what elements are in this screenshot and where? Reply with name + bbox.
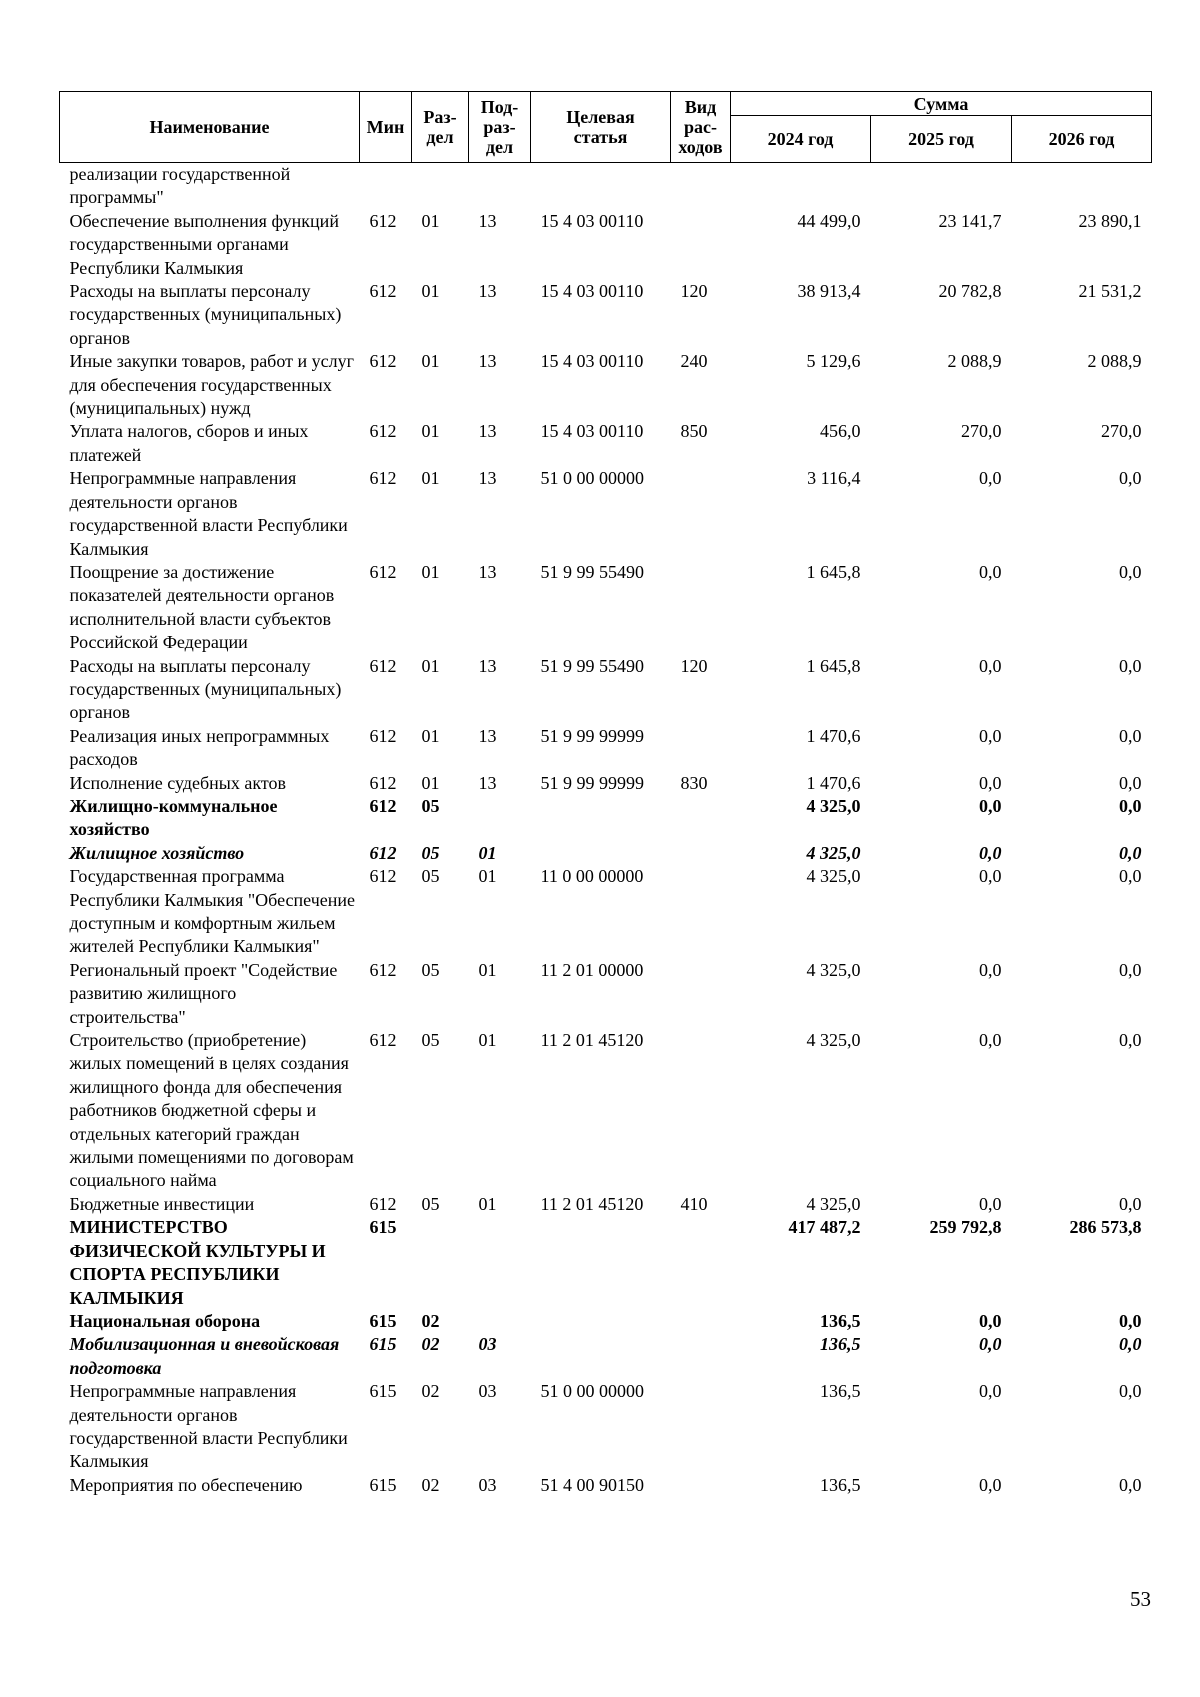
table-header	[60, 92, 1152, 163]
cell-min: 612	[369, 959, 397, 980]
cell-celevaya-statya	[531, 1216, 671, 1310]
cell-2026: 0,0	[1119, 842, 1142, 863]
cell-vid-rashodov	[671, 1380, 731, 1474]
table-row	[60, 561, 1152, 655]
cell-vid-rashodov	[671, 210, 731, 280]
cell-min: 612	[369, 842, 397, 863]
cell-vid-rashodov	[671, 467, 731, 561]
cell-min: 612	[369, 655, 397, 676]
cell-razdel: 05	[421, 1193, 440, 1214]
cell-2024: 1 645,8	[806, 655, 861, 676]
cell-2025	[871, 163, 1012, 210]
table-row	[60, 1216, 1152, 1310]
header-summa: Сумма	[731, 92, 1152, 116]
cell-2025: 0,0	[979, 842, 1002, 863]
cell-2026: 21 531,2	[1078, 281, 1142, 302]
cell-name: МИНИСТЕРСТВО ФИЗИЧЕСКОЙ КУЛЬТУРЫ И СПОРТА РЕСПУБЛИКИ КАЛМЫКИЯ	[69, 1217, 326, 1308]
cell-2024: 136,5	[820, 1310, 861, 1331]
cell-2024: 136,5	[820, 1474, 861, 1495]
cell-vid-rashodov	[671, 959, 731, 1029]
cell-podrazdel: 01	[478, 959, 497, 980]
cell-min: 612	[369, 351, 397, 372]
table-row	[60, 1029, 1152, 1193]
cell-celevaya-statya: 11 2 01 45120	[540, 1193, 644, 1214]
cell-2025: 259 792,8	[929, 1217, 1002, 1238]
cell-2025: 2 088,9	[947, 351, 1002, 372]
cell-razdel: 05	[421, 842, 440, 863]
cell-2025: 23 141,7	[938, 210, 1002, 231]
cell-razdel: 05	[421, 959, 440, 980]
table-row	[60, 467, 1152, 561]
cell-2026: 0,0	[1119, 725, 1142, 746]
cell-2026: 0,0	[1119, 959, 1142, 980]
cell-name: Непрограммные направления деятельности органов государственной власти Республики Калмыкия	[69, 468, 348, 559]
cell-2024: 1 645,8	[806, 561, 861, 582]
header-podrazdel: Под- раз- дел	[469, 92, 531, 163]
cell-min: 612	[369, 1193, 397, 1214]
cell-name: Национальная оборона	[69, 1310, 261, 1331]
table-row	[60, 163, 1152, 210]
cell-min: 612	[369, 468, 397, 489]
table-row	[60, 772, 1152, 795]
cell-celevaya-statya: 51 9 99 99999	[540, 772, 644, 793]
cell-2025: 0,0	[979, 655, 1002, 676]
cell-min: 612	[369, 795, 397, 816]
cell-razdel: 05	[421, 1030, 440, 1051]
cell-celevaya-statya: 51 9 99 55490	[540, 561, 644, 582]
cell-razdel: 02	[421, 1310, 440, 1331]
cell-min: 615	[369, 1217, 397, 1238]
cell-2024: 4 325,0	[806, 1030, 861, 1051]
cell-name: Расходы на выплаты персоналу государственных (муниципальных) органов	[69, 281, 342, 348]
cell-2024: 4 325,0	[806, 866, 861, 887]
cell-razdel: 01	[421, 772, 440, 793]
table-row	[60, 420, 1152, 467]
cell-min: 615	[369, 1381, 397, 1402]
cell-podrazdel: 01	[478, 842, 497, 863]
cell-2024: 3 116,4	[807, 468, 861, 489]
cell-2026: 0,0	[1119, 1381, 1142, 1402]
cell-podrazdel: 01	[478, 866, 497, 887]
cell-2025: 270,0	[961, 421, 1002, 442]
cell-vid-rashodov	[671, 1310, 731, 1333]
cell-vid-rashodov: 120	[680, 281, 708, 302]
cell-celevaya-statya: 11 2 01 45120	[540, 1030, 644, 1051]
cell-2024: 1 470,6	[806, 725, 861, 746]
cell-vid-rashodov	[671, 865, 731, 959]
cell-celevaya-statya	[531, 842, 671, 865]
cell-2025: 0,0	[979, 1474, 1002, 1495]
cell-name: реализации государственной программы"	[69, 164, 291, 208]
cell-min: 612	[369, 1030, 397, 1051]
table-row	[60, 842, 1152, 865]
cell-2026: 0,0	[1119, 866, 1142, 887]
cell-2025: 0,0	[979, 772, 1002, 793]
cell-vid-rashodov	[671, 795, 731, 842]
cell-celevaya-statya: 11 2 01 00000	[540, 959, 644, 980]
cell-razdel: 01	[421, 468, 440, 489]
table-row	[60, 280, 1152, 350]
table-row	[60, 1333, 1152, 1380]
table-row	[60, 1310, 1152, 1333]
cell-2025: 0,0	[979, 1310, 1002, 1331]
cell-celevaya-statya: 15 4 03 00110	[540, 351, 644, 372]
cell-celevaya-statya: 51 9 99 99999	[540, 725, 644, 746]
cell-razdel: 01	[421, 281, 440, 302]
cell-razdel: 02	[421, 1474, 440, 1495]
cell-2024: 44 499,0	[797, 210, 861, 231]
cell-2024: 4 325,0	[806, 1193, 861, 1214]
cell-2025: 0,0	[979, 561, 1002, 582]
cell-vid-rashodov	[671, 1216, 731, 1310]
cell-min: 612	[369, 772, 397, 793]
cell-podrazdel	[469, 1216, 531, 1310]
header-celevaya-statya: Целевая статья	[531, 92, 671, 163]
cell-min: 612	[369, 210, 397, 231]
cell-razdel: 05	[421, 795, 440, 816]
cell-min: 615	[369, 1474, 397, 1495]
cell-2025: 0,0	[979, 1193, 1002, 1214]
cell-min: 615	[369, 1310, 397, 1331]
header-vid-rashodov: Вид рас- ходов	[671, 92, 731, 163]
cell-name: Уплата налогов, сборов и иных платежей	[69, 421, 309, 465]
cell-podrazdel: 13	[478, 561, 497, 582]
cell-min: 612	[369, 281, 397, 302]
cell-2026: 0,0	[1119, 1193, 1142, 1214]
document-page	[59, 91, 1151, 1497]
cell-celevaya-statya: 15 4 03 00110	[540, 210, 644, 231]
cell-razdel: 01	[421, 561, 440, 582]
table-row	[60, 865, 1152, 959]
cell-min: 612	[369, 561, 397, 582]
cell-name: Жилищно-коммунальное хозяйство	[69, 795, 278, 840]
cell-2024: 456,0	[820, 421, 861, 442]
cell-razdel: 02	[421, 1334, 440, 1355]
table-row	[60, 1474, 1152, 1497]
cell-2025: 0,0	[979, 795, 1002, 816]
cell-2026: 0,0	[1119, 772, 1142, 793]
cell-podrazdel: 13	[478, 772, 497, 793]
cell-podrazdel: 13	[478, 351, 497, 372]
cell-2024: 136,5	[820, 1334, 861, 1355]
cell-razdel	[412, 163, 469, 210]
cell-2025: 0,0	[979, 866, 1002, 887]
cell-podrazdel	[469, 163, 531, 210]
cell-2026: 0,0	[1119, 1474, 1142, 1495]
cell-podrazdel: 13	[478, 655, 497, 676]
cell-name: Поощрение за достижение показателей деятельности органов исполнительной власти субъектов Российской Федерации	[69, 561, 335, 653]
cell-2024: 4 325,0	[806, 959, 861, 980]
cell-2026: 0,0	[1119, 468, 1142, 489]
cell-celevaya-statya	[531, 795, 671, 842]
cell-celevaya-statya	[531, 163, 671, 210]
cell-podrazdel: 13	[478, 210, 497, 231]
cell-razdel: 05	[421, 866, 440, 887]
cell-celevaya-statya	[531, 1310, 671, 1333]
cell-vid-rashodov: 120	[680, 655, 708, 676]
cell-razdel	[412, 1216, 469, 1310]
cell-razdel: 01	[421, 421, 440, 442]
cell-2026: 286 573,8	[1069, 1217, 1142, 1238]
cell-name: Мобилизационная и вневойсковая подготовка	[69, 1334, 340, 1378]
cell-2024: 4 325,0	[806, 842, 861, 863]
cell-podrazdel	[469, 1310, 531, 1333]
header-min: Мин	[360, 92, 412, 163]
cell-min: 612	[369, 725, 397, 746]
cell-2026: 23 890,1	[1078, 210, 1142, 231]
cell-2025: 0,0	[979, 959, 1002, 980]
cell-podrazdel: 03	[478, 1381, 497, 1402]
cell-celevaya-statya: 51 0 00 00000	[540, 1381, 644, 1402]
cell-podrazdel: 13	[478, 281, 497, 302]
cell-2026: 0,0	[1119, 561, 1142, 582]
cell-name: Региональный проект "Содействие развитию жилищного строительства"	[69, 959, 338, 1027]
table-row	[60, 725, 1152, 772]
cell-name: Обеспечение выполнения функций государственными органами Республики Калмыкия	[69, 210, 339, 278]
table-row	[60, 959, 1152, 1029]
cell-celevaya-statya: 51 4 00 90150	[540, 1474, 644, 1495]
cell-celevaya-statya: 15 4 03 00110	[540, 421, 644, 442]
cell-2024: 5 129,6	[806, 351, 861, 372]
cell-name: Мероприятия по обеспечению	[69, 1474, 303, 1495]
cell-celevaya-statya: 51 9 99 55490	[540, 655, 644, 676]
cell-2026: 0,0	[1119, 655, 1142, 676]
cell-2026: 0,0	[1119, 795, 1142, 816]
header-year-2024: 2024 год	[731, 116, 871, 163]
table-row	[60, 350, 1152, 420]
cell-2024: 417 487,2	[788, 1217, 861, 1238]
cell-2026: 270,0	[1101, 421, 1142, 442]
cell-podrazdel: 13	[478, 421, 497, 442]
cell-2024: 38 913,4	[797, 281, 861, 302]
cell-name: Строительство (приобретение) жилых помещений в целях создания жилищного фонда для обеспечения работников бюджетной сферы и отдельных категорий граждан жилыми помещениями по договорам социального найма	[69, 1030, 354, 1191]
cell-2025: 20 782,8	[938, 281, 1002, 302]
cell-min: 615	[369, 1334, 397, 1355]
header-razdel: Раз- дел	[412, 92, 469, 163]
cell-min: 612	[369, 421, 397, 442]
cell-vid-rashodov	[671, 725, 731, 772]
cell-name: Иные закупки товаров, работ и услуг для обеспечения государственных (муниципальных) нужд	[69, 351, 354, 419]
cell-2024: 4 325,0	[806, 795, 861, 816]
cell-name: Жилищное хозяйство	[69, 842, 245, 863]
table-row	[60, 1380, 1152, 1474]
cell-min: 612	[369, 866, 397, 887]
cell-podrazdel: 03	[478, 1474, 497, 1495]
cell-2025: 0,0	[979, 1381, 1002, 1402]
header-name: Наименование	[60, 92, 360, 163]
cell-razdel: 02	[421, 1381, 440, 1402]
header-year-2025: 2025 год	[871, 116, 1012, 163]
cell-podrazdel: 13	[478, 468, 497, 489]
cell-podrazdel: 03	[478, 1334, 497, 1355]
cell-podrazdel: 13	[478, 725, 497, 746]
cell-2026: 0,0	[1119, 1334, 1142, 1355]
cell-razdel: 01	[421, 655, 440, 676]
cell-2024: 136,5	[820, 1381, 861, 1402]
table-row	[60, 210, 1152, 280]
cell-vid-rashodov	[671, 561, 731, 655]
cell-podrazdel: 01	[478, 1030, 497, 1051]
cell-vid-rashodov	[671, 1029, 731, 1193]
cell-celevaya-statya: 11 0 00 00000	[540, 866, 644, 887]
cell-celevaya-statya	[531, 1333, 671, 1380]
cell-2026: 0,0	[1119, 1030, 1142, 1051]
cell-razdel: 01	[421, 210, 440, 231]
cell-razdel: 01	[421, 725, 440, 746]
table-row	[60, 1193, 1152, 1216]
cell-vid-rashodov: 410	[680, 1193, 708, 1214]
table-row	[60, 655, 1152, 725]
cell-vid-rashodov: 830	[680, 772, 708, 793]
cell-name: Расходы на выплаты персоналу государственных (муниципальных) органов	[69, 655, 342, 723]
cell-podrazdel	[469, 795, 531, 842]
cell-vid-rashodov: 240	[680, 351, 708, 372]
header-year-2026: 2026 год	[1012, 116, 1152, 163]
page-number: 53	[1130, 1587, 1151, 1611]
table-body	[60, 163, 1152, 1498]
cell-2025: 0,0	[979, 468, 1002, 489]
cell-celevaya-statya: 51 0 00 00000	[540, 468, 644, 489]
cell-vid-rashodov: 850	[680, 421, 708, 442]
budget-table	[59, 91, 1152, 1497]
cell-2026: 2 088,9	[1087, 351, 1142, 372]
cell-name: Непрограммные направления деятельности органов государственной власти Республики Калмыкия	[69, 1381, 348, 1472]
table-row	[60, 795, 1152, 842]
cell-name: Бюджетные инвестиции	[69, 1193, 255, 1214]
cell-2026	[1012, 163, 1152, 210]
cell-2025: 0,0	[979, 1030, 1002, 1051]
cell-2024: 1 470,6	[806, 772, 861, 793]
cell-name: Реализация иных непрограммных расходов	[69, 725, 330, 770]
cell-2025: 0,0	[979, 1334, 1002, 1355]
cell-2025: 0,0	[979, 725, 1002, 746]
cell-2026: 0,0	[1119, 1310, 1142, 1331]
cell-vid-rashodov	[671, 1474, 731, 1497]
cell-podrazdel: 01	[478, 1193, 497, 1214]
cell-razdel: 01	[421, 351, 440, 372]
cell-name: Исполнение судебных актов	[69, 772, 287, 793]
cell-vid-rashodov	[671, 163, 731, 210]
cell-2024	[731, 163, 871, 210]
cell-name: Государственная программа Республики Калмыкия "Обеспечение доступным и комфортным жильем жителей Республики Калмыкия"	[69, 866, 356, 957]
cell-vid-rashodov	[671, 842, 731, 865]
cell-min	[360, 163, 412, 210]
cell-vid-rashodov	[671, 1333, 731, 1380]
cell-celevaya-statya: 15 4 03 00110	[540, 281, 644, 302]
